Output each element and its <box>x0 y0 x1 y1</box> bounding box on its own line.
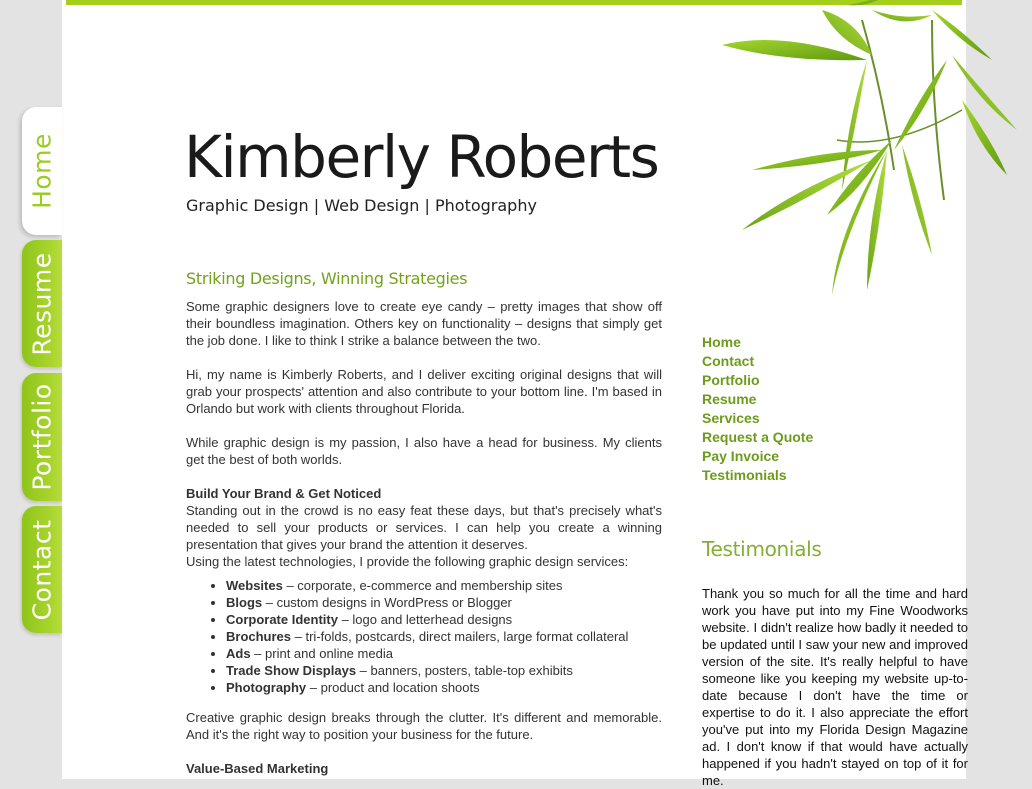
service-desc: – product and location shoots <box>306 680 480 695</box>
services-list <box>186 577 662 696</box>
service-desc: – banners, posters, table-top exhibits <box>356 663 573 678</box>
tab-home-label: Home <box>27 133 57 209</box>
testimonials-heading: Testimonials <box>702 537 822 561</box>
list-item <box>226 577 662 594</box>
tab-contact[interactable] <box>22 506 62 633</box>
main-content <box>186 270 662 777</box>
brand-heading: Build Your Brand & Get Noticed <box>186 486 382 501</box>
sidebar-link-testimonials[interactable]: Testimonials <box>702 467 787 483</box>
service-desc: – custom designs in WordPress or Blogger <box>262 595 512 610</box>
sidebar-link-home[interactable]: Home <box>702 334 741 350</box>
sidebar-link-request-quote[interactable]: Request a Quote <box>702 429 814 445</box>
list-item <box>226 662 662 679</box>
service-name: Blogs <box>226 595 263 610</box>
sidebar-link-pay-invoice[interactable]: Pay Invoice <box>702 448 780 464</box>
sidebar-link-services[interactable]: Services <box>702 410 760 426</box>
bamboo-leaves-graphic <box>632 0 1032 310</box>
intro-paragraph: Some graphic designers love to create eye candy – pretty images that show off their boundless imagination. Others key on functionality – designs that simply get the job done. I like to think I strike a balance between the two. <box>186 299 662 348</box>
brand-paragraph: Standing out in the crowd is no easy feat these days, but that's precisely what's needed to sell your products or services. I can help you create a winning presentation that gives your brand the attention it deserves. <box>186 503 662 552</box>
tab-resume-label: Resume <box>27 251 57 356</box>
service-desc: – logo and letterhead designs <box>337 612 513 627</box>
site-title: Kimberly Roberts <box>184 123 659 191</box>
site-tagline: Graphic Design | Web Design | Photography <box>186 196 537 215</box>
list-item <box>226 628 662 645</box>
list-item <box>226 611 662 628</box>
business-paragraph: While graphic design is my passion, I also have a head for business. My clients get the best of both worlds. <box>186 435 662 467</box>
tab-resume[interactable] <box>22 240 62 367</box>
testimonial-text: Thank you so much for all the time and hard work you have put into my Fine Woodworks website. I didn't realize how badly it needed to be updated until I saw your new and improved version of the site. It's really helpful to have someone like you keeping my website up-to-date because I don't have the time or expertise to do it. I also appreciate the effort you've put into my Florida Design Magazine ad. I don't know if that would have actually happened if you hadn't stayed on top of it for me. <box>702 586 968 788</box>
service-desc: – corporate, e-commerce and membership sites <box>282 578 563 593</box>
list-item <box>226 679 662 696</box>
service-desc: – print and online media <box>250 646 393 661</box>
sidebar-link-portfolio[interactable]: Portfolio <box>702 372 760 388</box>
sidebar-link-contact[interactable]: Contact <box>702 353 755 369</box>
closing-paragraph: Creative graphic design breaks through the clutter. It's different and memorable. And it's the right way to position your business for the future. <box>186 710 662 742</box>
tab-portfolio[interactable] <box>22 373 62 501</box>
service-name: Photography <box>226 680 307 695</box>
content-heading: Striking Designs, Winning Strategies <box>186 269 468 288</box>
service-name: Trade Show Displays <box>226 663 357 678</box>
service-name: Ads <box>226 646 251 661</box>
tab-home[interactable] <box>22 107 62 235</box>
list-item <box>226 594 662 611</box>
services-intro: Using the latest technologies, I provide the following graphic design services: <box>186 554 629 569</box>
tab-portfolio-label: Portfolio <box>27 383 57 491</box>
service-name: Brochures <box>226 629 292 644</box>
list-item <box>226 645 662 662</box>
sidebar-link-resume[interactable]: Resume <box>702 391 757 407</box>
service-desc: – tri-folds, postcards, direct mailers, large format collateral <box>291 629 629 644</box>
sidebar-nav <box>702 333 813 485</box>
page-container <box>62 0 968 788</box>
about-paragraph: Hi, my name is Kimberly Roberts, and I deliver exciting original designs that will grab your prospects' attention and also contribute to your bottom line. I'm based in Orlando but work with clients throughout Florida. <box>186 367 662 416</box>
value-heading: Value-Based Marketing <box>186 761 329 776</box>
service-name: Corporate Identity <box>226 612 338 627</box>
tab-contact-label: Contact <box>27 519 57 620</box>
service-name: Websites <box>226 578 283 593</box>
